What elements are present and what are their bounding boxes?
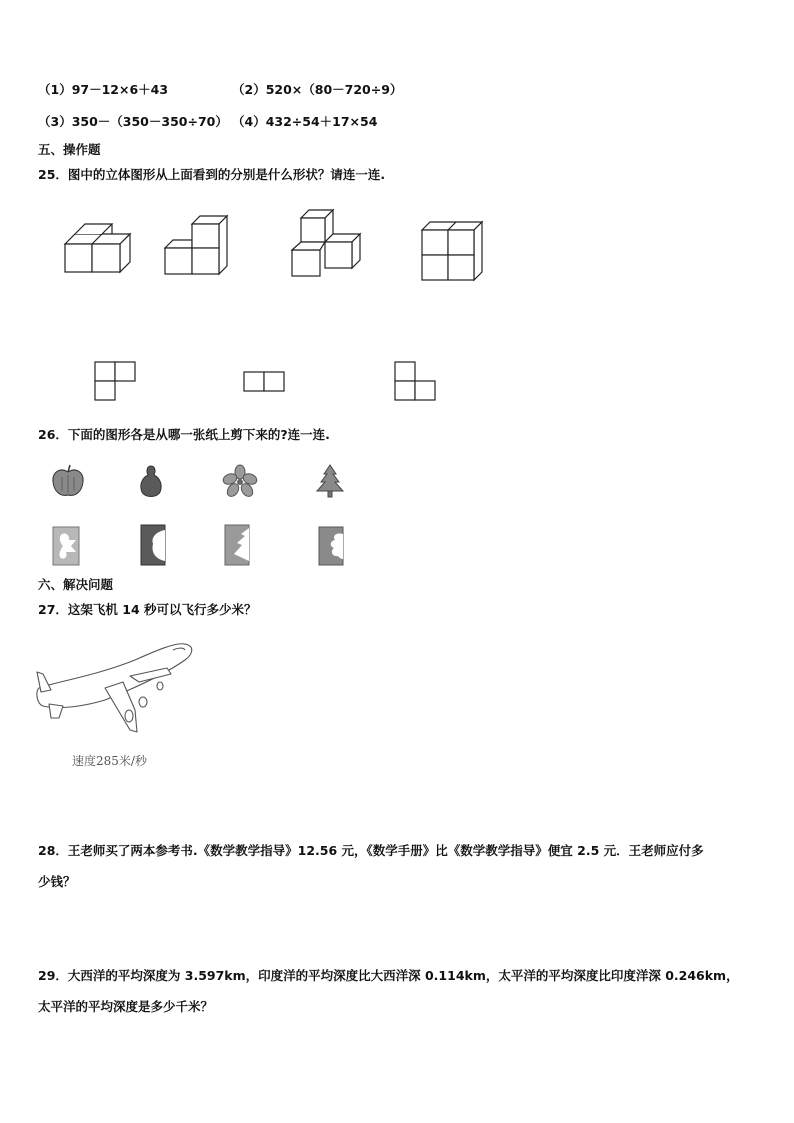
airplane-speed-caption: 速度285米/秒	[72, 754, 147, 768]
expr-3: （3）350－（350－350÷70）	[38, 114, 228, 129]
apple-shape-icon	[50, 463, 86, 499]
paper-piece-3	[224, 524, 250, 566]
top-view-2	[243, 371, 285, 392]
flower-shape-icon	[222, 464, 258, 498]
section-5-heading: 五、操作题	[38, 142, 101, 157]
question-29-line-2: 太平洋的平均深度是多少千米？	[38, 999, 214, 1014]
solid-figure-1	[60, 222, 130, 274]
expr-1: （1）97－12×6＋43	[38, 82, 169, 97]
question-25: 25．图中的立体图形从上面看到的分别是什么形状？请连一连.	[38, 167, 386, 182]
question-28-line-1: 28．王老师买了两本参考书.《数学教学指导》12.56 元，《数学手册》比《数学教学指导》便宜 2.5 元．王老师应付多	[38, 843, 704, 858]
gourd-shape-icon	[136, 463, 166, 499]
question-26: 26．下面的图形各是从哪一张纸上剪下来的?连一连.	[38, 427, 330, 442]
paper-piece-1	[52, 526, 80, 566]
airplane-icon	[35, 630, 195, 738]
top-view-1	[94, 361, 136, 401]
solid-figure-3	[292, 208, 360, 278]
paper-piece-2	[140, 524, 166, 566]
paper-piece-4	[318, 526, 344, 566]
expr-2: （2）520×（80－720÷9）	[232, 82, 403, 97]
top-view-3	[394, 361, 436, 401]
question-29-line-1: 29．大西洋的平均深度为 3.597km，印度洋的平均深度比大西洋深 0.114km，太平洋的平均深度比印度洋深 0.246km，	[38, 968, 739, 983]
tree-shape-icon	[314, 463, 346, 499]
expr-4: （4）432÷54＋17×54	[232, 114, 378, 129]
section-6-heading: 六、解决问题	[38, 577, 114, 592]
solid-figure-4	[420, 220, 482, 282]
question-28-line-2: 少钱？	[38, 874, 76, 889]
solid-figure-2	[165, 214, 227, 276]
question-27: 27．这架飞机 14 秒可以飞行多少米？	[38, 602, 257, 617]
